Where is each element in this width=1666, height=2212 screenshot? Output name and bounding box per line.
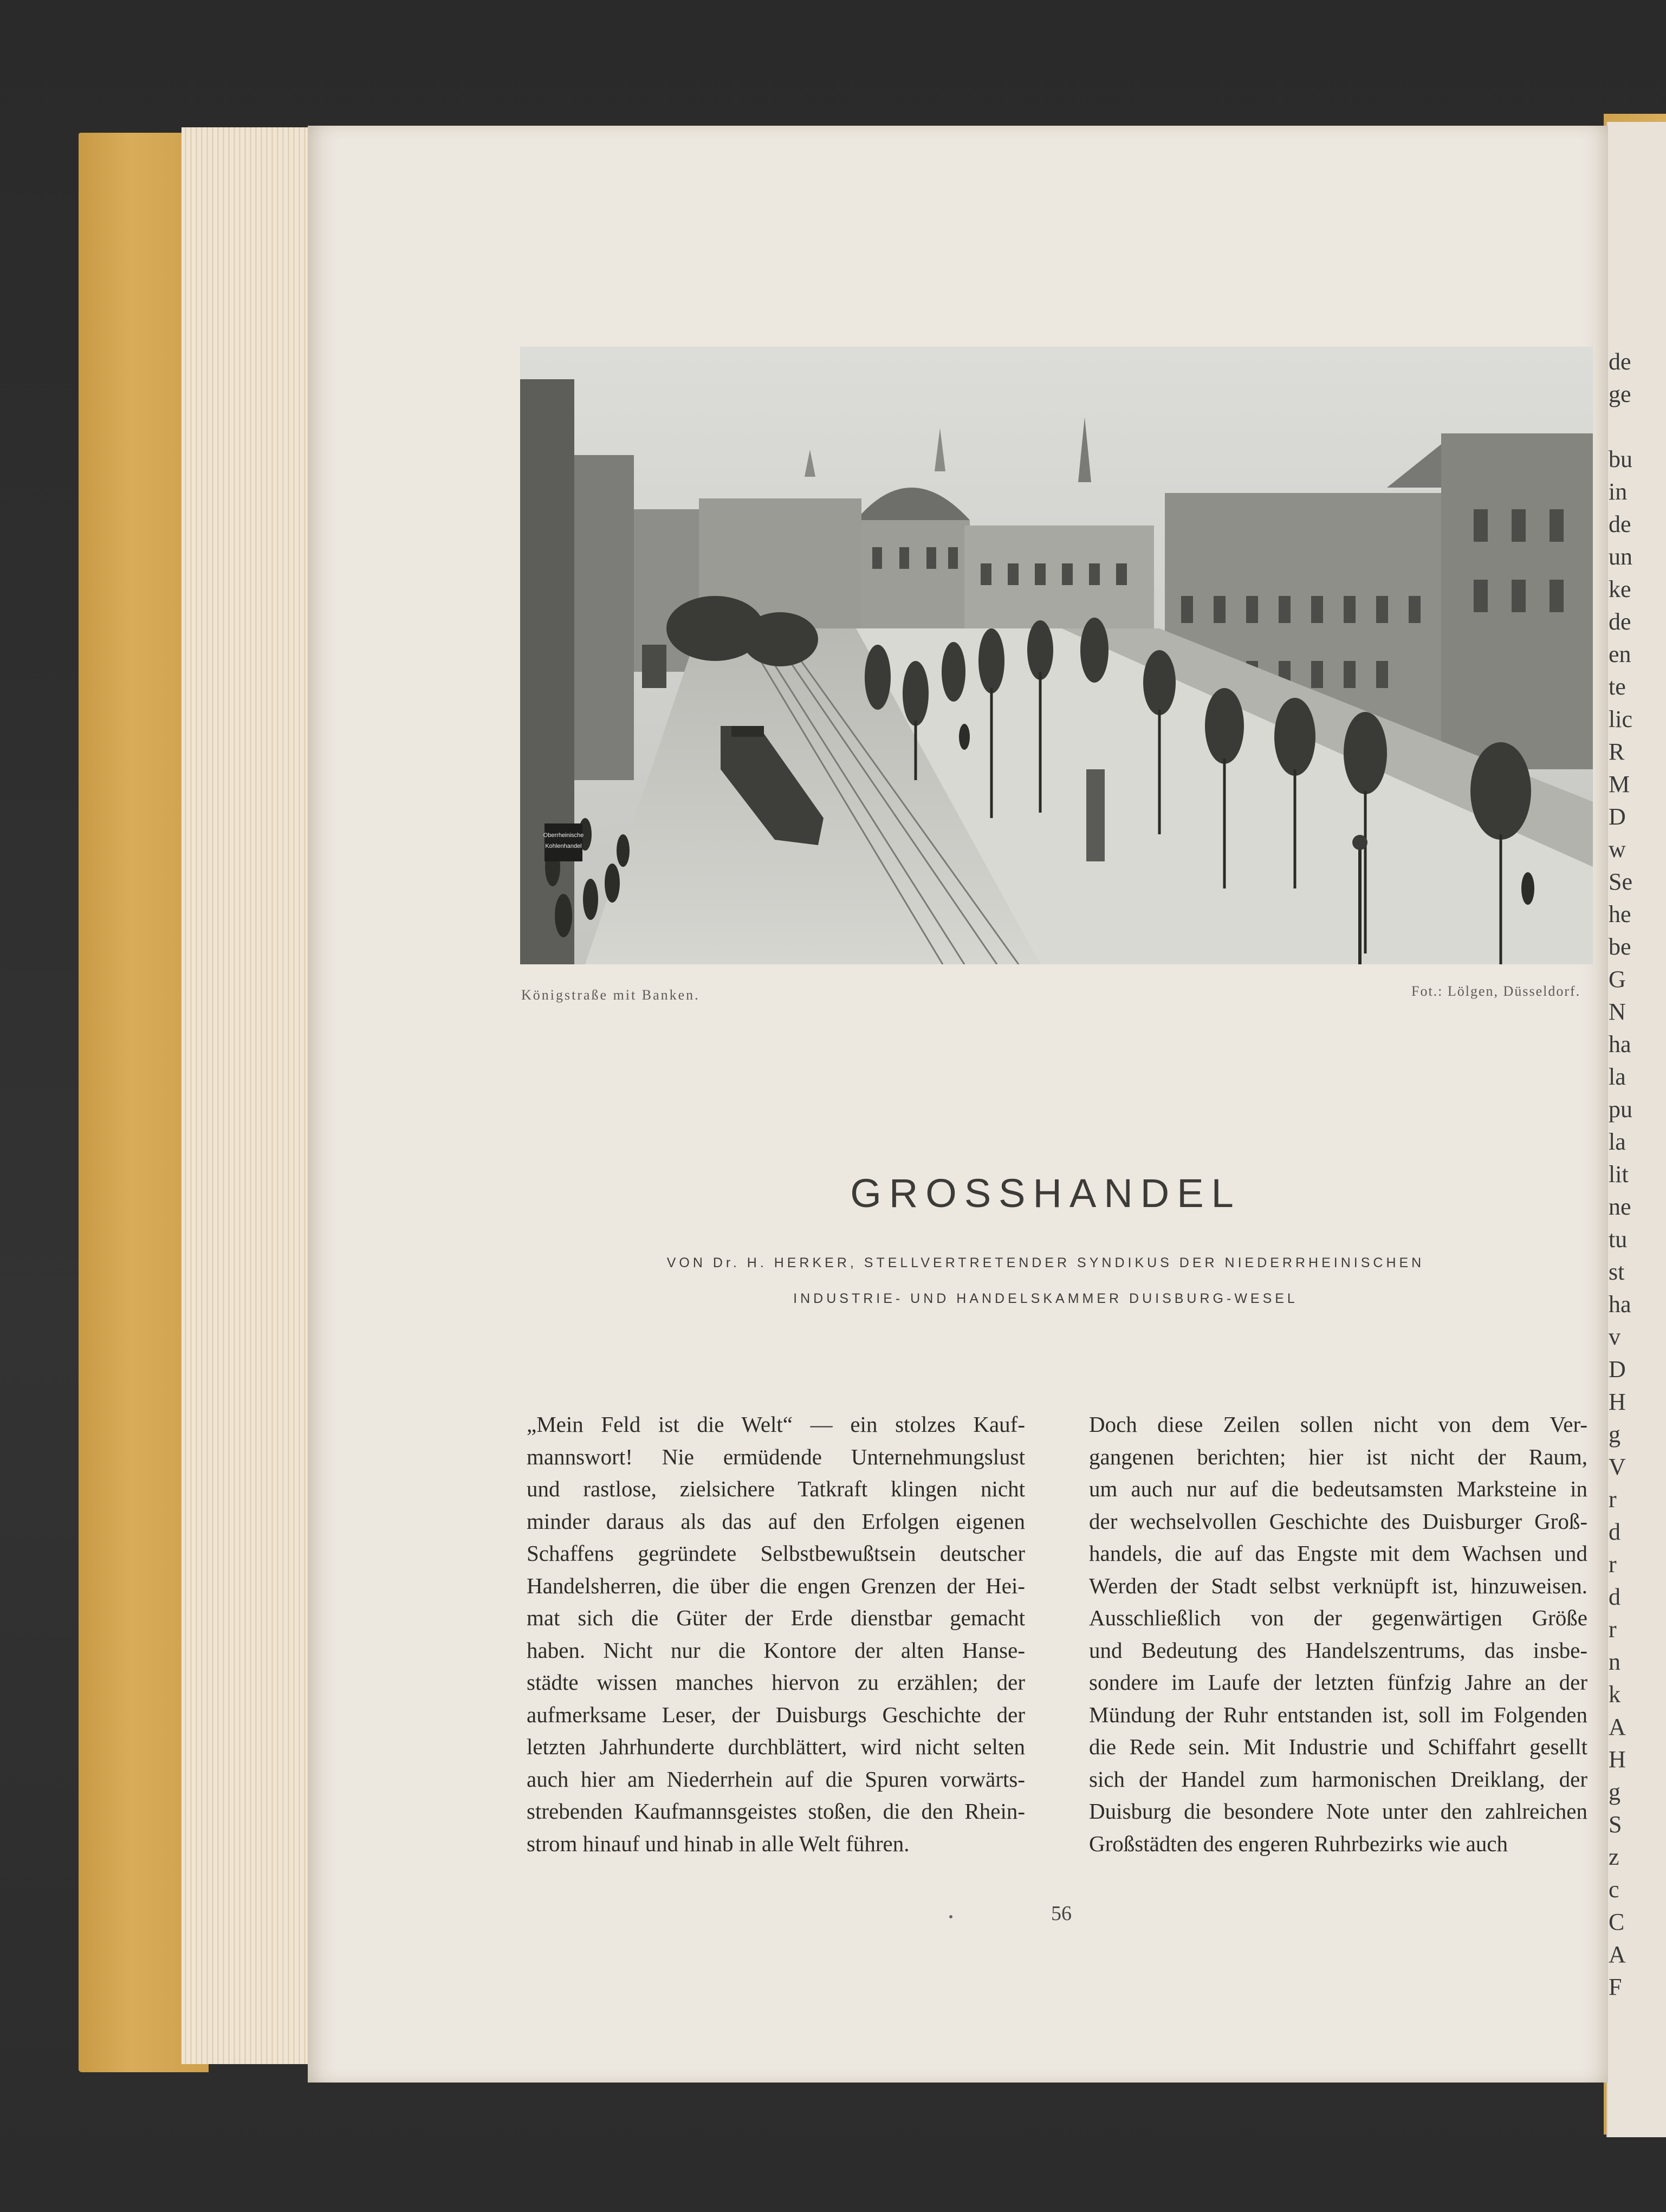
- photo-caption: Königstraße mit Banken.: [521, 987, 700, 1003]
- facing-page-fragment: w: [1609, 836, 1626, 862]
- text-line: und Bedeutung des Handelszentrums, das insbe-: [1089, 1637, 1587, 1663]
- facing-page-fragment: lic: [1609, 706, 1632, 732]
- text-line: Doch diese Zeilen sollen nicht von dem Ver-: [1089, 1412, 1587, 1437]
- text-line: der wechselvollen Geschichte des Duisburger Groß-: [1089, 1508, 1587, 1534]
- facing-page-fragment: H: [1609, 1746, 1626, 1773]
- byline-line-1: VON Dr. H. HERKER, STELLVERTRETENDER SYNDIKUS DER NIEDERRHEINISCHEN: [666, 1255, 1425, 1270]
- facing-page-fragment: de: [1609, 348, 1631, 375]
- text-line: Schaffens gegründete Selbstbewußtsein deutscher: [527, 1541, 1025, 1566]
- text-line: Ausschließlich von der gegenwärtigen Größe: [1089, 1605, 1587, 1630]
- text-line: haben. Nicht nur die Kontore der alten Hanse-: [527, 1637, 1025, 1663]
- text-line: letzten Jahrhunderte durchblättert, wird nicht selten: [527, 1734, 1025, 1759]
- text-line: um auch nur auf die bedeutsamsten Marksteine in: [1089, 1476, 1587, 1501]
- page-number: 56: [1051, 1902, 1072, 1925]
- facing-page-fragment: V: [1609, 1454, 1626, 1480]
- facing-page-fragment: D: [1609, 1356, 1626, 1383]
- text-line: „Mein Feld ist die Welt“ — ein stolzes Kauf-: [527, 1412, 1025, 1437]
- text-line: sich der Handel zum harmonischen Dreiklang, der: [1089, 1766, 1587, 1792]
- text-line: und rastlose, zielsichere Tatkraft klingen nicht: [527, 1476, 1025, 1501]
- text-line: auch hier am Niederrhein auf die Spuren vorwärts-: [527, 1766, 1025, 1792]
- facing-page-fragment: ne: [1609, 1193, 1631, 1220]
- text-line: strom hinauf und hinab in alle Welt führen.: [527, 1831, 910, 1856]
- facing-page-fragment: be: [1609, 933, 1631, 960]
- facing-page-fragment: g: [1609, 1421, 1620, 1448]
- page-dot: [949, 1915, 952, 1918]
- article-title: GROSSHANDEL: [850, 1171, 1241, 1216]
- facing-page-fragment: en: [1609, 641, 1631, 667]
- text-line: Handelsherren, die über die engen Grenzen der Hei-: [527, 1573, 1025, 1598]
- facing-page-fragment: r: [1609, 1616, 1617, 1643]
- text-line: die Rede sein. Mit Industrie und Schiffahrt gesellt: [1089, 1734, 1587, 1759]
- shop-sign-line2: Kohlenhandel: [545, 843, 582, 849]
- facing-page-fragment: in: [1609, 478, 1628, 505]
- facing-page-fragment: Se: [1609, 868, 1632, 895]
- facing-page-fragment: ha: [1609, 1291, 1631, 1318]
- facing-page-fragment: ke: [1609, 576, 1631, 602]
- facing-page-fragment: C: [1609, 1909, 1625, 1935]
- article-byline: [542, 1245, 1550, 1316]
- facing-page-fragment: c: [1609, 1876, 1619, 1903]
- text-line: Mündung der Ruhr entstanden ist, soll im Folgenden: [1089, 1702, 1587, 1727]
- page-edges: [181, 127, 312, 2064]
- facing-page-fragment: A: [1609, 1941, 1626, 1968]
- facing-page-fragment: d: [1609, 1519, 1620, 1545]
- facing-page-fragment: R: [1609, 738, 1625, 765]
- text-line: Großstädten des engeren Ruhrbezirks wie auch: [1089, 1831, 1508, 1856]
- facing-page-fragment: tu: [1609, 1226, 1628, 1253]
- text-line: gangenen berichten; hier ist nicht der Raum,: [1089, 1444, 1587, 1469]
- text-line: mannswort! Nie ermüdende Unternehmungslust: [527, 1444, 1025, 1469]
- facing-page-fragment: M: [1609, 771, 1630, 797]
- facing-page-fragment: lit: [1609, 1161, 1629, 1188]
- facing-page-fragment: S: [1609, 1811, 1622, 1838]
- text-line: minder daraus als das auf den Erfolgen eigenen: [527, 1508, 1025, 1534]
- facing-page-fragment: A: [1609, 1714, 1626, 1740]
- facing-page-fragment: pu: [1609, 1096, 1632, 1123]
- photo-credit: Fot.: Lölgen, Düsseldorf.: [1411, 983, 1581, 999]
- text-line: Duisburg die besondere Note unter den zahlreichen: [1089, 1799, 1587, 1824]
- facing-page-fragment: N: [1609, 998, 1626, 1025]
- facing-page-fragment: he: [1609, 901, 1631, 927]
- facing-page-fragment: v: [1609, 1324, 1620, 1350]
- facing-page-fragment: un: [1609, 543, 1632, 570]
- facing-page-fragment: te: [1609, 673, 1626, 700]
- facing-page-fragment: st: [1609, 1259, 1625, 1285]
- facing-page-fragment: r: [1609, 1486, 1617, 1513]
- left-column: [527, 1409, 1025, 1860]
- text-line: sondere im Laufe der letzten fünfzig Jahre an der: [1089, 1670, 1587, 1695]
- text-line: mat sich die Güter der Erde dienstbar gemacht: [527, 1605, 1025, 1630]
- facing-page-fragment: la: [1609, 1063, 1626, 1090]
- facing-page-fragment: H: [1609, 1389, 1626, 1415]
- facing-page-fragment: de: [1609, 511, 1631, 537]
- text-line: aufmerksame Leser, der Duisburgs Geschichte der: [527, 1702, 1025, 1727]
- facing-page-fragment: G: [1609, 966, 1626, 993]
- facing-page-fragment: g: [1609, 1779, 1620, 1805]
- facing-page-fragment: bu: [1609, 446, 1632, 472]
- facing-page-fragment: d: [1609, 1584, 1620, 1610]
- facing-page-fragment: F: [1609, 1974, 1622, 2000]
- facing-page-fragment: ge: [1609, 381, 1631, 407]
- facing-page-fragment: r: [1609, 1551, 1617, 1578]
- right-column: [1089, 1409, 1587, 1860]
- text-line: städte wissen manches hiervon zu erzählen; der: [527, 1670, 1025, 1695]
- text-line: strebenden Kaufmannsgeistes stoßen, die den Rhein-: [527, 1799, 1025, 1824]
- facing-page-fragment: n: [1609, 1649, 1620, 1675]
- facing-page-fragment: de: [1609, 608, 1631, 635]
- facing-page-fragment: z: [1609, 1844, 1619, 1870]
- byline-line-2: INDUSTRIE- UND HANDELSKAMMER DUISBURG-WESEL: [793, 1291, 1298, 1306]
- text-line: Werden der Stadt selbst verknüpft ist, hinzuweisen.: [1089, 1573, 1587, 1598]
- facing-page-fragment: D: [1609, 803, 1626, 830]
- shop-sign-line1: Oberrheinische: [543, 832, 584, 839]
- facing-page-fragment: la: [1609, 1128, 1626, 1155]
- facing-page: [1606, 122, 1666, 2137]
- street-photo: [520, 347, 1593, 964]
- facing-page-fragment: k: [1609, 1681, 1620, 1708]
- facing-page-fragment: ha: [1609, 1031, 1631, 1058]
- text-line: handels, die auf das Engste mit dem Wachsen und: [1089, 1541, 1587, 1566]
